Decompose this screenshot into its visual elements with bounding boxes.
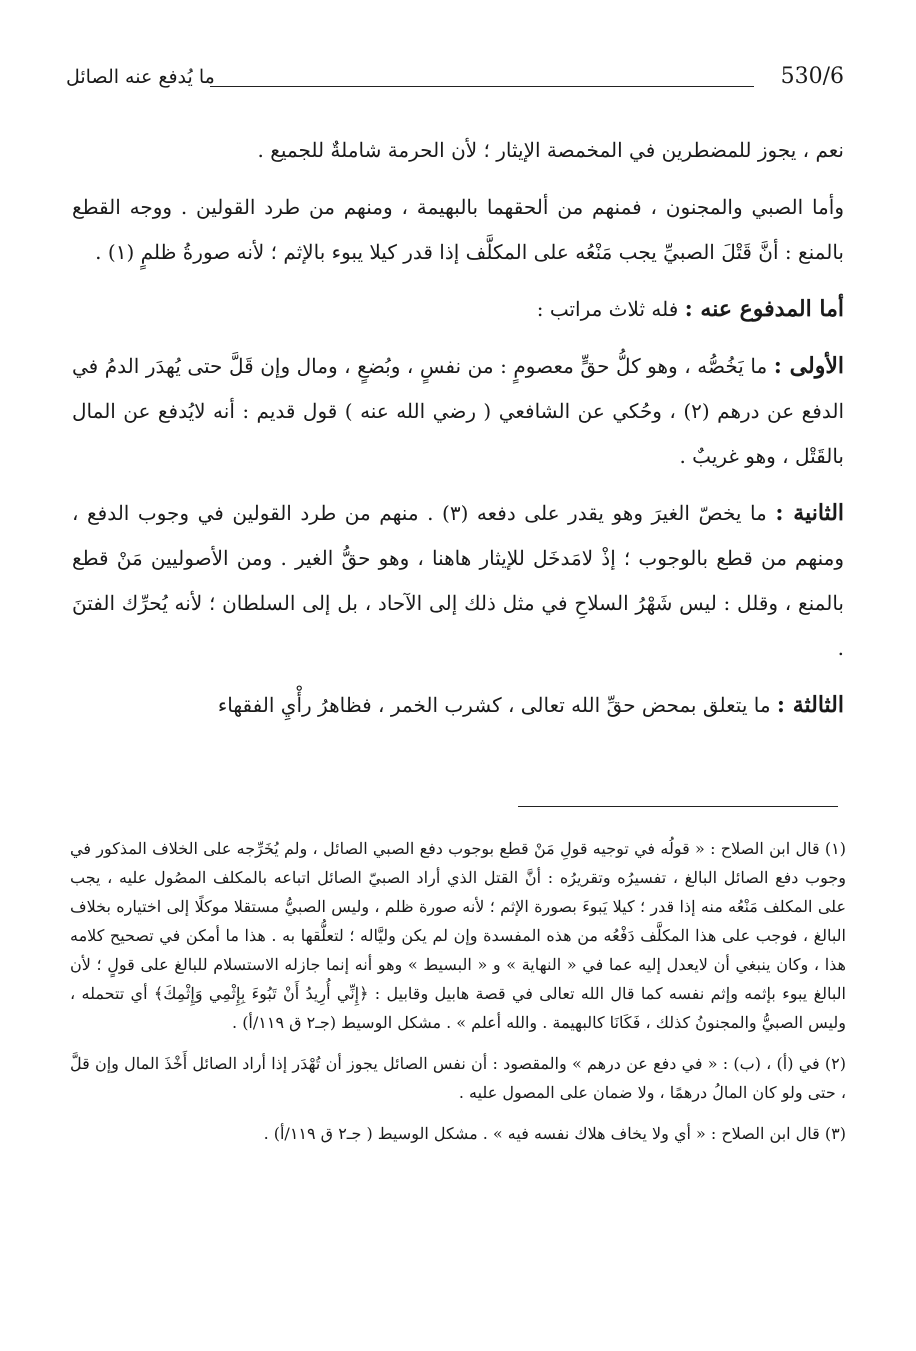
- paragraph: [72, 185, 844, 275]
- paragraph: [72, 287, 844, 332]
- rank-heading-third: الثالثة :: [776, 692, 844, 718]
- page-number: 530/6: [780, 64, 844, 89]
- section-heading: أما المدفوع عنه :: [684, 296, 844, 322]
- rank-heading-second: الثانية :: [775, 500, 845, 526]
- paragraph-text: نعم ، يجوز للمضطرين في المخمصة الإيثار ؛ لأن الحرمة شاملةٌ للجميع .: [257, 138, 844, 162]
- main-text: [72, 128, 844, 740]
- running-title: ما يُدفع عنه الصائل: [66, 66, 215, 88]
- paragraph-text: ما يتعلق بمحض حقِّ الله تعالى ، كشرب الخمر ، فظاهرُ رأْيِ الفقهاء: [217, 693, 771, 717]
- footnote-3: (٣) قال ابن الصلاح : « أي ولا يخاف هلاك نفسه فيه » . مشكل الوسيط ( جـ٢ ق ١١٩/أ) .: [263, 1124, 846, 1143]
- footnotes: [70, 834, 846, 1160]
- paragraph-text: ما يخصّ الغيرَ وهو يقدر على دفعه (٣) . منهم من طرد القولين في وجوب الدفع ، ومنهم من قطع بالوجوب ؛ إذْ لامَدخَل للإيثار هاهنا ، وهو حقُّ الغير . ومن الأصوليين مَنْ قطع بالمنع ، وقلل : ليس شَهْرُ السلاحِ في مثل ذلك إلى الآحاد ، بل إلى السلطان ؛ لأنه يُحرِّك الفتنَ .: [72, 501, 844, 660]
- paragraph-text: ما يَخُصُّه ، وهو كلُّ حقٍّ معصومٍ : من نفسٍ ، وبُضعٍ ، ومال وإن قَلَّ حتى يُهدَر الدمُ في الدفع عن درهم (٢) ، وحُكي عن الشافعي ( رضي الله عنه ) قول قديم : أنه لايُدفع عن المال بالقَتْل ، وهو غريبٌ .: [72, 354, 844, 468]
- paragraph: [72, 683, 844, 728]
- paragraph: [72, 344, 844, 479]
- paragraph-text: فله ثلاث مراتب :: [536, 297, 679, 321]
- paragraph: [72, 491, 844, 671]
- rank-heading-first: الأولى :: [773, 353, 844, 379]
- paragraph: [72, 128, 844, 173]
- header-rule: [210, 86, 754, 87]
- paragraph-text: وأما الصبي والمجنون ، فمنهم من ألحقهما بالبهيمة ، ومنهم من طرد القولين . ووجه القطع بالمنع : أنَّ قَتْلَ الصبيِّ يجب مَنْعُه على المكلَّف إذا قدر كيلا يبوء بالإثم ؛ لأنه صورةُ ظلمٍ (١) .: [72, 195, 844, 264]
- footnote-separator: [518, 806, 838, 807]
- footnote-1: (١) قال ابن الصلاح : « قولُه في توجيه قولِ مَنْ قطع بوجوب دفع الصبي الصائل ، ولم يُخَرِّجه على الخلاف المذكور في وجوب دفع الصائل البالغ ، تفسيرُه وتقريرُه : أنَّ القتل الذي أراد الصبيّ الصائل اتباعه بالمكلف المصُول عليه ، يجب على المكلف مَنْعُه منه إذا قدر ؛ كيلا يَبوءَ بصورة الإثم ؛ لأنه صورة ظلم ، وليس الصبيُّ مستقلا موكلًا إلى اختياره بخلاف البالغ ، فوجب على هذا المكلَّف دَفْعُه من هذه المفسدة وإن لم يكن وليَّاله ؛ لتعلُّقها به . هذا ما أمكن في تصحيح كلامه هذا ، وكان ينبغي أن لايعدل إليه عما في « النهاية » و « البسيط » وهو أنه إنما جازله الاستسلام للبالغ على قولٍ ؛ لأن البالغ يبوء بإثمه وإثم نفسه كما قال الله تعالى في قصة هابيل وقابيل : ﴿إِنِّي أُرِيدُ أَنْ تَبُوءَ بِإِثْمِي وَإِثْمِكَ﴾ أي تتحمله ، وليس الصبيُّ والمجنونُ كذلك ، فَكَانَا كالبهيمة . والله أعلم » . مشكل الوسيط (جـ٢ ق ١١٩/أ) .: [70, 839, 846, 1032]
- footnote-2: (٢) في (أ) ، (ب) : « في دفع عن درهم » والمقصود : أن نفس الصائل يجوز أن تُهْدَر إذا أراد الصائل أَخْذَ المال وإن قلَّ ، حتى ولو كان المالُ درهمًا ، ولا ضمان على المصول عليه .: [70, 1054, 846, 1102]
- page-header: [66, 64, 844, 98]
